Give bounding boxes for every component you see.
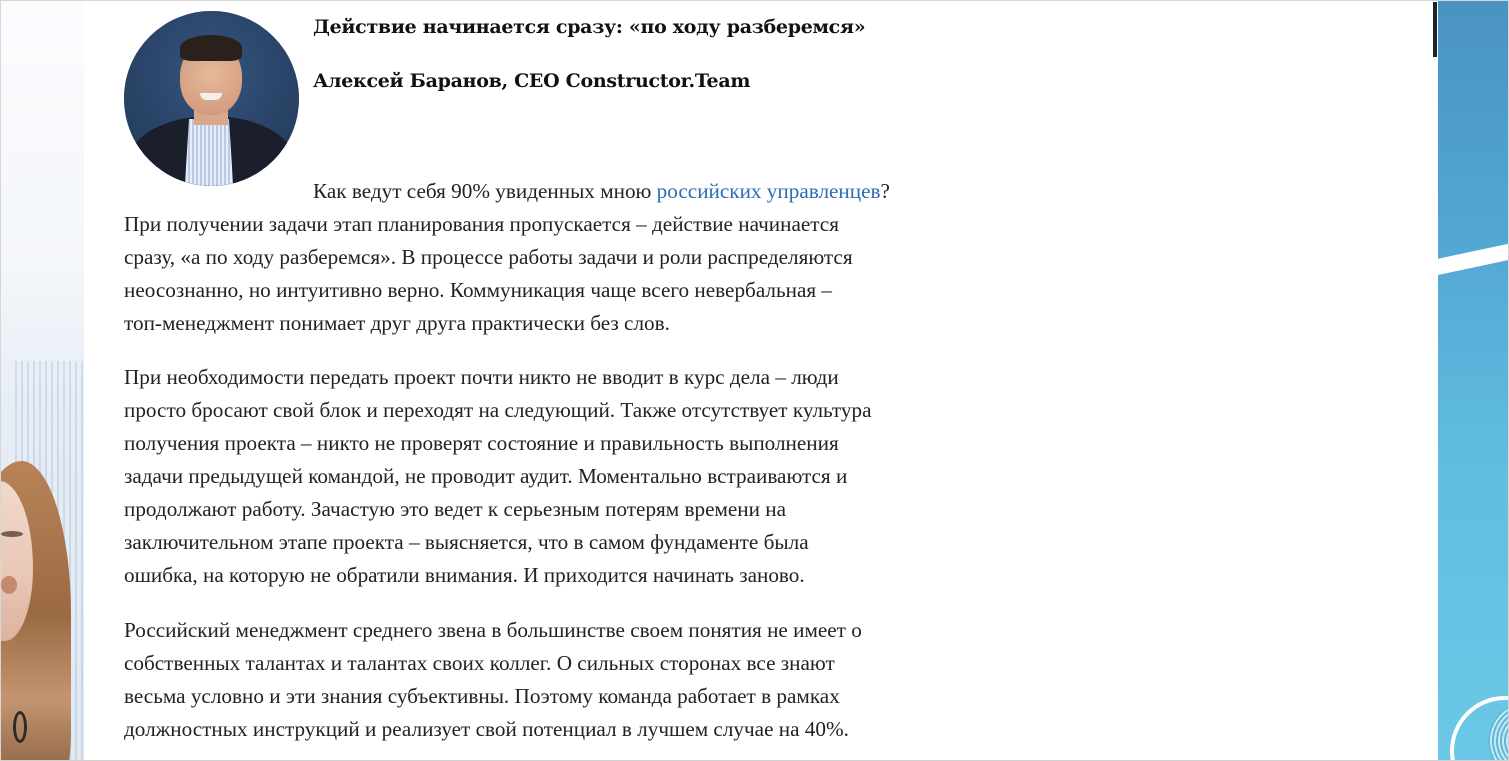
line-text: Как ведут себя 90% увиденных мною xyxy=(313,179,657,203)
paragraph-line: ошибка, на которую не обратили внимания. И приходится начинать заново. xyxy=(124,563,805,587)
paragraph-3 xyxy=(124,614,964,746)
paragraph-line: должностных инструкций и реализует свой потенциал в лучшем случае на 40%. xyxy=(124,717,849,741)
woman-eye-graphic xyxy=(1,531,23,537)
scrollbar-thumb[interactable] xyxy=(1433,2,1437,57)
paragraph-line: сразу, «а по ходу разберемся». В процессе работы задачи и роли распределяются xyxy=(124,245,853,269)
paragraph-line: просто бросают свой блок и переходят на следующий. Также отсутствует культура xyxy=(124,398,872,422)
left-banner-image xyxy=(1,1,84,761)
paragraph-1 xyxy=(124,175,964,340)
white-stripe-graphic xyxy=(1438,240,1509,276)
right-banner-image xyxy=(1438,1,1509,761)
paragraph-line: Российский менеджмент среднего звена в большинстве своем понятия не имеет о xyxy=(124,618,862,642)
earring-graphic xyxy=(13,711,27,743)
paragraph-line: топ-менеджмент понимает друг друга практически без слов. xyxy=(124,311,670,335)
line-text: ? xyxy=(880,179,890,203)
paragraph-line: продолжают работу. Зачастую это ведет к серьезным потерям времени на xyxy=(124,497,787,521)
paragraph-line: При необходимости передать проект почти никто не вводит в курс дела – люди xyxy=(124,365,839,389)
avatar-hair xyxy=(180,35,242,61)
arc-graphic xyxy=(1450,696,1509,761)
paragraph-line: При получении задачи этап планирования пропускается – действие начинается xyxy=(124,212,839,236)
paragraph-line: задачи предыдущей командой, не проводит аудит. Моментально встраиваются и xyxy=(124,464,848,488)
paragraph-line: собственных талантах и талантах своих коллег. О сильных сторонах все знают xyxy=(124,651,835,675)
paragraph-line: неосознанно, но интуитивно верно. Коммуникация чаще всего невербальная – xyxy=(124,278,833,302)
paragraph-line: весьма условно и эти знания субъективны. Поэтому команда работает в рамках xyxy=(124,684,840,708)
paragraph-line xyxy=(124,175,964,208)
woman-nose-graphic xyxy=(1,576,17,594)
paragraph-line: заключительном этапе проекта – выясняется, что в самом фундаменте была xyxy=(124,530,809,554)
author-line: Алексей Баранов, CEO Constructor.Team xyxy=(313,70,751,92)
russian-managers-link[interactable]: российских управленцев xyxy=(656,179,881,203)
avatar-smile xyxy=(200,93,222,100)
paragraph-line: получения проекта – никто не проверят состояние и правильность выполнения xyxy=(124,431,839,455)
author-avatar xyxy=(124,11,299,186)
paragraph-2 xyxy=(124,361,964,592)
section-title: Действие начинается сразу: «по ходу разберемся» xyxy=(313,16,866,38)
